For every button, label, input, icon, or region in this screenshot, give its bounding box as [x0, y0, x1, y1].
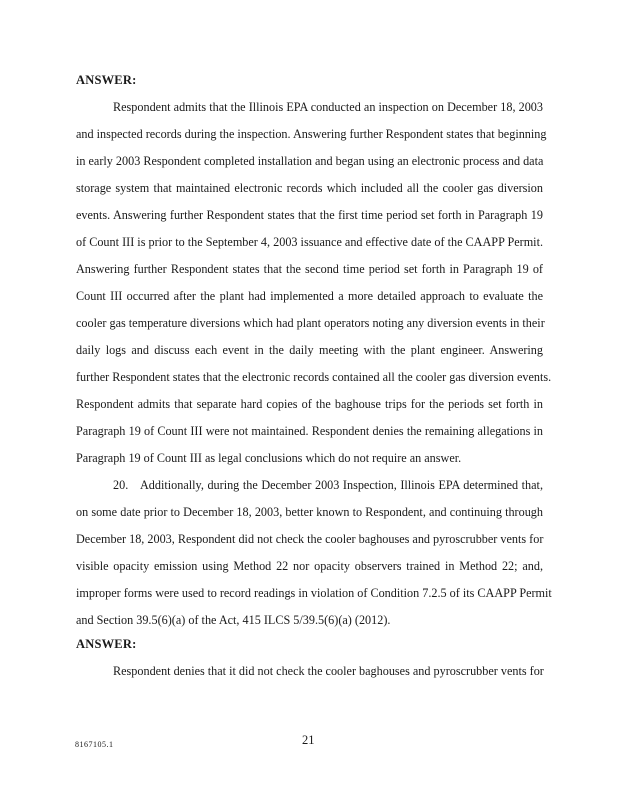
text-line: Count III occurred after the plant had implemented a more detailed approach to evaluate the [76, 289, 543, 303]
text-line: Paragraph 19 of Count III as legal conclusions which do not require an answer. [76, 451, 462, 465]
text-line: of Count III is prior to the September 4, 2003 issuance and effective date of the CAAPP Permit. [76, 235, 543, 249]
text-line: in early 2003 Respondent completed installation and began using an electronic process and data [76, 154, 544, 168]
text-line: further Respondent states that the electronic records contained all the cooler gas diversion events. [76, 370, 552, 384]
answer-heading: ANSWER: [76, 73, 137, 87]
text-line: Respondent admits that the Illinois EPA conducted an inspection on December 18, 2003 [113, 100, 543, 114]
text-line: Additionally, during the December 2003 Inspection, Illinois EPA determined that, [140, 478, 543, 492]
text-line: visible opacity emission using Method 22 nor opacity observers trained in Method 22; and, [76, 559, 543, 573]
page-number: 21 [302, 733, 315, 747]
text-line: daily logs and discuss each event in the daily meeting with the plant engineer. Answering [76, 343, 543, 357]
answer-heading: ANSWER: [76, 637, 137, 651]
paragraph-number: 20. [113, 478, 129, 492]
text-line: Respondent admits that separate hard copies of the baghouse trips for the periods set forth in [76, 397, 543, 411]
text-line: improper forms were used to record readings in violation of Condition 7.2.5 of its CAAPP Permit [76, 586, 552, 600]
text-line: December 18, 2003, Respondent did not check the cooler baghouses and pyroscrubber vents for [76, 532, 544, 546]
document-id: 8167105.1 [75, 740, 114, 749]
text-line: and inspected records during the inspection. Answering further Respondent states that beginning [76, 127, 547, 141]
text-line: cooler gas temperature diversions which had plant operators noting any diversion events in their [76, 316, 545, 330]
text-line: on some date prior to December 18, 2003, better known to Respondent, and continuing through [76, 505, 543, 519]
text-line: and Section 39.5(6)(a) of the Act, 415 ILCS 5/39.5(6)(a) (2012). [76, 613, 391, 627]
text-line: events. Answering further Respondent states that the first time period set forth in Paragraph 19 [76, 208, 543, 222]
text-line: Respondent denies that it did not check the cooler baghouses and pyroscrubber vents for [113, 664, 544, 678]
text-line: storage system that maintained electronic records which included all the cooler gas diversion [76, 181, 543, 195]
text-line: Answering further Respondent states that the second time period set forth in Paragraph 19 of [76, 262, 543, 276]
text-line: Paragraph 19 of Count III were not maintained. Respondent denies the remaining allegations in [76, 424, 543, 438]
